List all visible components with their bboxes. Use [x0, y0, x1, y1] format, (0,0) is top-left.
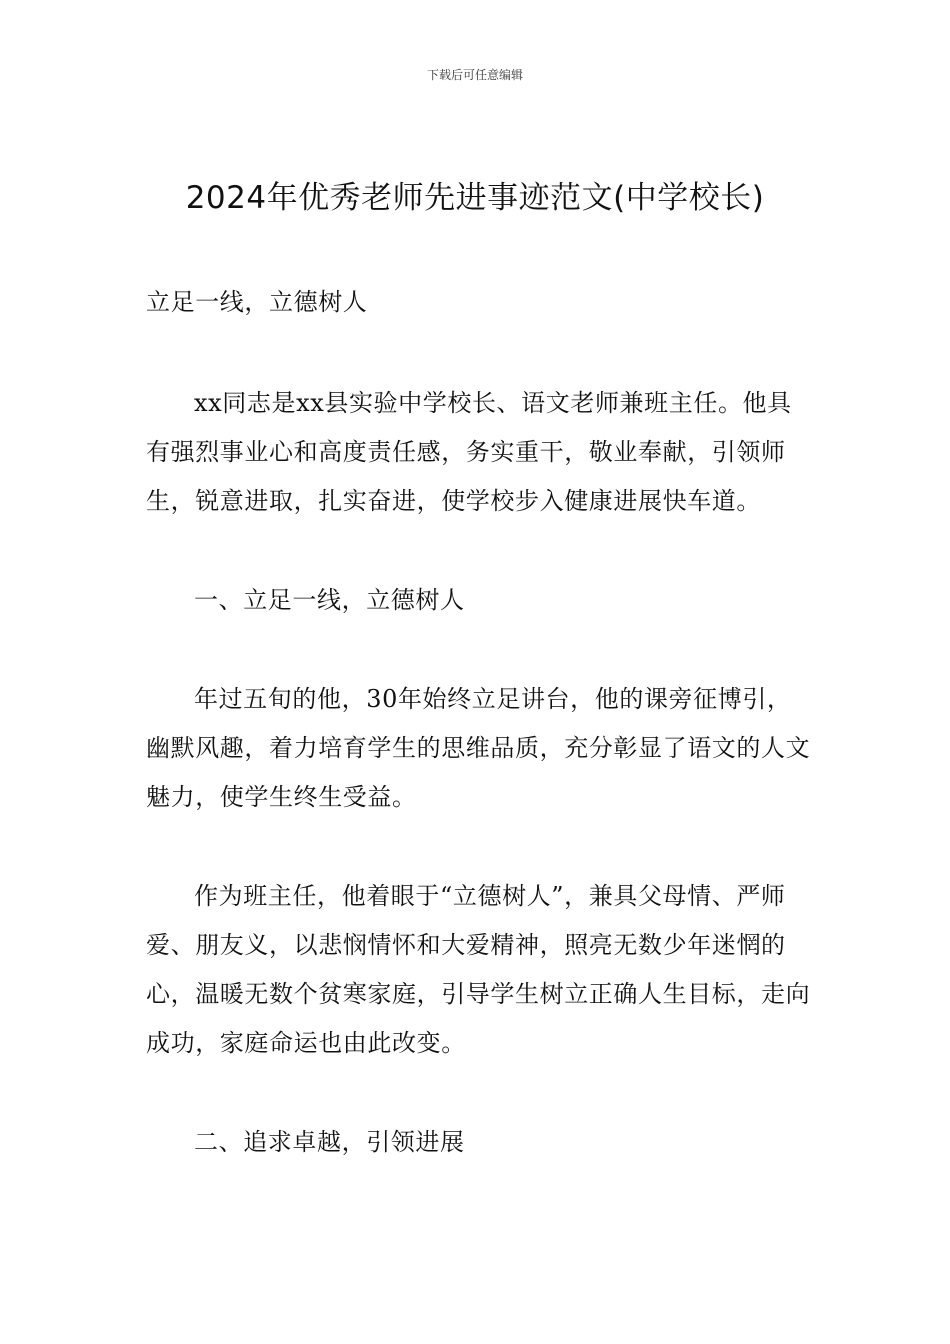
section-heading-2: 二、追求卓越，引领进展 — [194, 1128, 465, 1156]
paragraph-head-teacher: 作为班主任，他着眼于“立德树人”，兼具父母情、严师爱、朋友义，以悲悯情怀和大爱精神，照亮无数少年迷惘的心，温暖无数个贫寒家庭，引导学生树立正确人生目标，走向成功，家庭命运也由此改变。 — [146, 882, 811, 1057]
header-note: 下载后可任意编辑 — [426, 68, 523, 82]
paragraph-intro: xx同志是xx县实验中学校长、语文老师兼班主任。他具有强烈事业心和高度责任感，务实重干，敬业奉献，引领师生，锐意进取，扎实奋进，使学校步入健康进展快车道。 — [146, 389, 792, 515]
section-heading-1: 一、立足一线，立德树人 — [194, 586, 465, 614]
document-body — [146, 278, 816, 1217]
document-title: 2024年优秀老师先进事迹范文(中学校长) — [185, 180, 765, 216]
paragraph-teaching: 年过五旬的他，30年始终立足讲台，他的课旁征博引，幽默风趣，着力培育学生的思维品质，充分彰显了语文的人文魅力，使学生终生受益。 — [146, 685, 811, 811]
document-subtitle: 立足一线，立德树人 — [146, 288, 368, 316]
